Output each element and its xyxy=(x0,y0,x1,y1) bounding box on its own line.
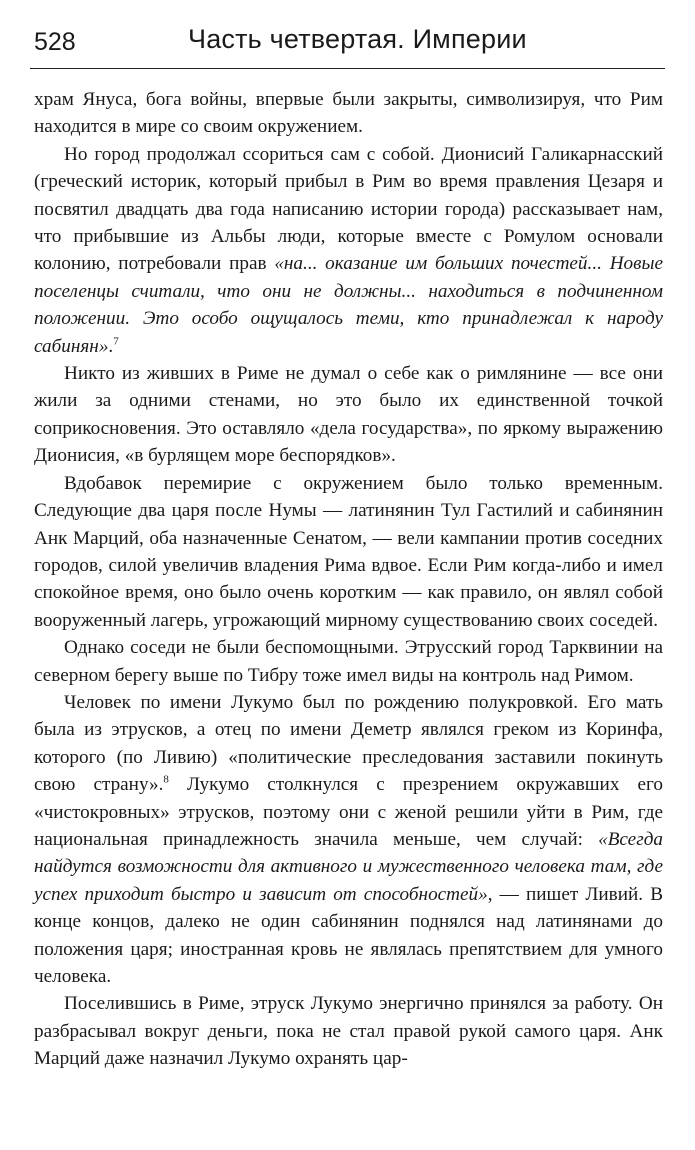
paragraph-text: Лукумо столкнулся с презрением окружавших его «чистокровных» этрусков, поэтому они с женой решили уйти в Рим, где национальная принадлежность значила меньше, чем случай: xyxy=(34,774,663,850)
paragraph-text: Поселившись в Риме, этруск Лукумо энергично принялся за работу. Он разбрасывал вокруг деньги, пока не стал правой рукой самого царя. Анк Марций даже назначил Лукумо охранять цар- xyxy=(34,993,663,1070)
paragraph xyxy=(34,360,663,470)
paragraph-text: , — пишет Ливий. В конце концов, далеко не один сабинянин поднялся над латинянами до положения царя; иностранная кровь не являлась препятствием для умного человека. xyxy=(34,883,663,987)
paragraph xyxy=(34,141,663,360)
paragraph xyxy=(34,689,663,990)
paragraph-text: храм Януса, бога войны, впервые были закрыты, символизируя, что Рим находится в мире со своим окружением. xyxy=(34,89,663,138)
paragraph-text: Никто из живших в Риме не думал о себе как о римлянине — все они жили за одними стенами, но это было их единственной точкой соприкосновения. Это оставляло «дела государства», по яркому выражению Дионисия, «в бурлящем море беспорядков». xyxy=(34,363,663,467)
page-number: 528 xyxy=(34,28,76,56)
running-title: Часть четвертая. Империи xyxy=(188,24,527,54)
paragraph xyxy=(34,86,663,141)
paragraph xyxy=(34,990,663,1072)
quote-text: «Всегда найдутся возможности для активного и мужественного человека там, где успех приходит быстро и зависит от способностей» xyxy=(34,828,663,905)
paragraph-text: Однако соседи не были беспомощными. Этрусский город Тарквинии на северном берегу выше по Тибру тоже имел виды на контроль над Римом. xyxy=(34,637,663,686)
paragraph xyxy=(34,470,663,634)
paragraph-text: Человек по имени Лукумо был по рождению полукровкой. Его мать была из этрусков, а отец по имени Деметр являлся греком из Коринфа, которого (по Ливию) «политические преследования заставили покинуть свою страну». xyxy=(34,691,663,796)
paragraph-text: Вдобавок перемирие с окружением было только временным. Следующие два царя после Нумы — латинянин Тул Гастилий и сабинянин Анк Марций, оба назначенные Сенатом, — вели кампании против соседних городов, силой увеличив владения Рима вдвое. Если Рим когда-либо и имел спокойное время, оно было очень коротким — как правило, он являл собой вооруженный лагерь, угрожающий мирному существованию своих соседей. xyxy=(34,472,663,631)
body-text xyxy=(34,86,663,1073)
quote-text: «на... оказание им больших почестей... Новые поселенцы считали, что они не должны... находиться в подчиненном положении. Это особо ощущалось теми, кто принадлежал к народу сабинян» xyxy=(34,253,663,357)
footnote-marker[interactable]: 7 xyxy=(113,335,119,348)
paragraph-text: . xyxy=(108,335,114,357)
page-header xyxy=(30,22,665,69)
paragraph-text: Но город продолжал ссориться сам с собой. Дионисий Галикарнасский (греческий историк, который прибыл в Рим во время правления Цезаря и посвятил двадцать два года написанию истории города) рассказывает нам, что прибывшие из Альбы люди, которые вместе с Ромулом основали колонию, потребовали прав xyxy=(34,143,663,275)
footnote-marker[interactable]: 8 xyxy=(163,773,169,786)
paragraph xyxy=(34,634,663,689)
